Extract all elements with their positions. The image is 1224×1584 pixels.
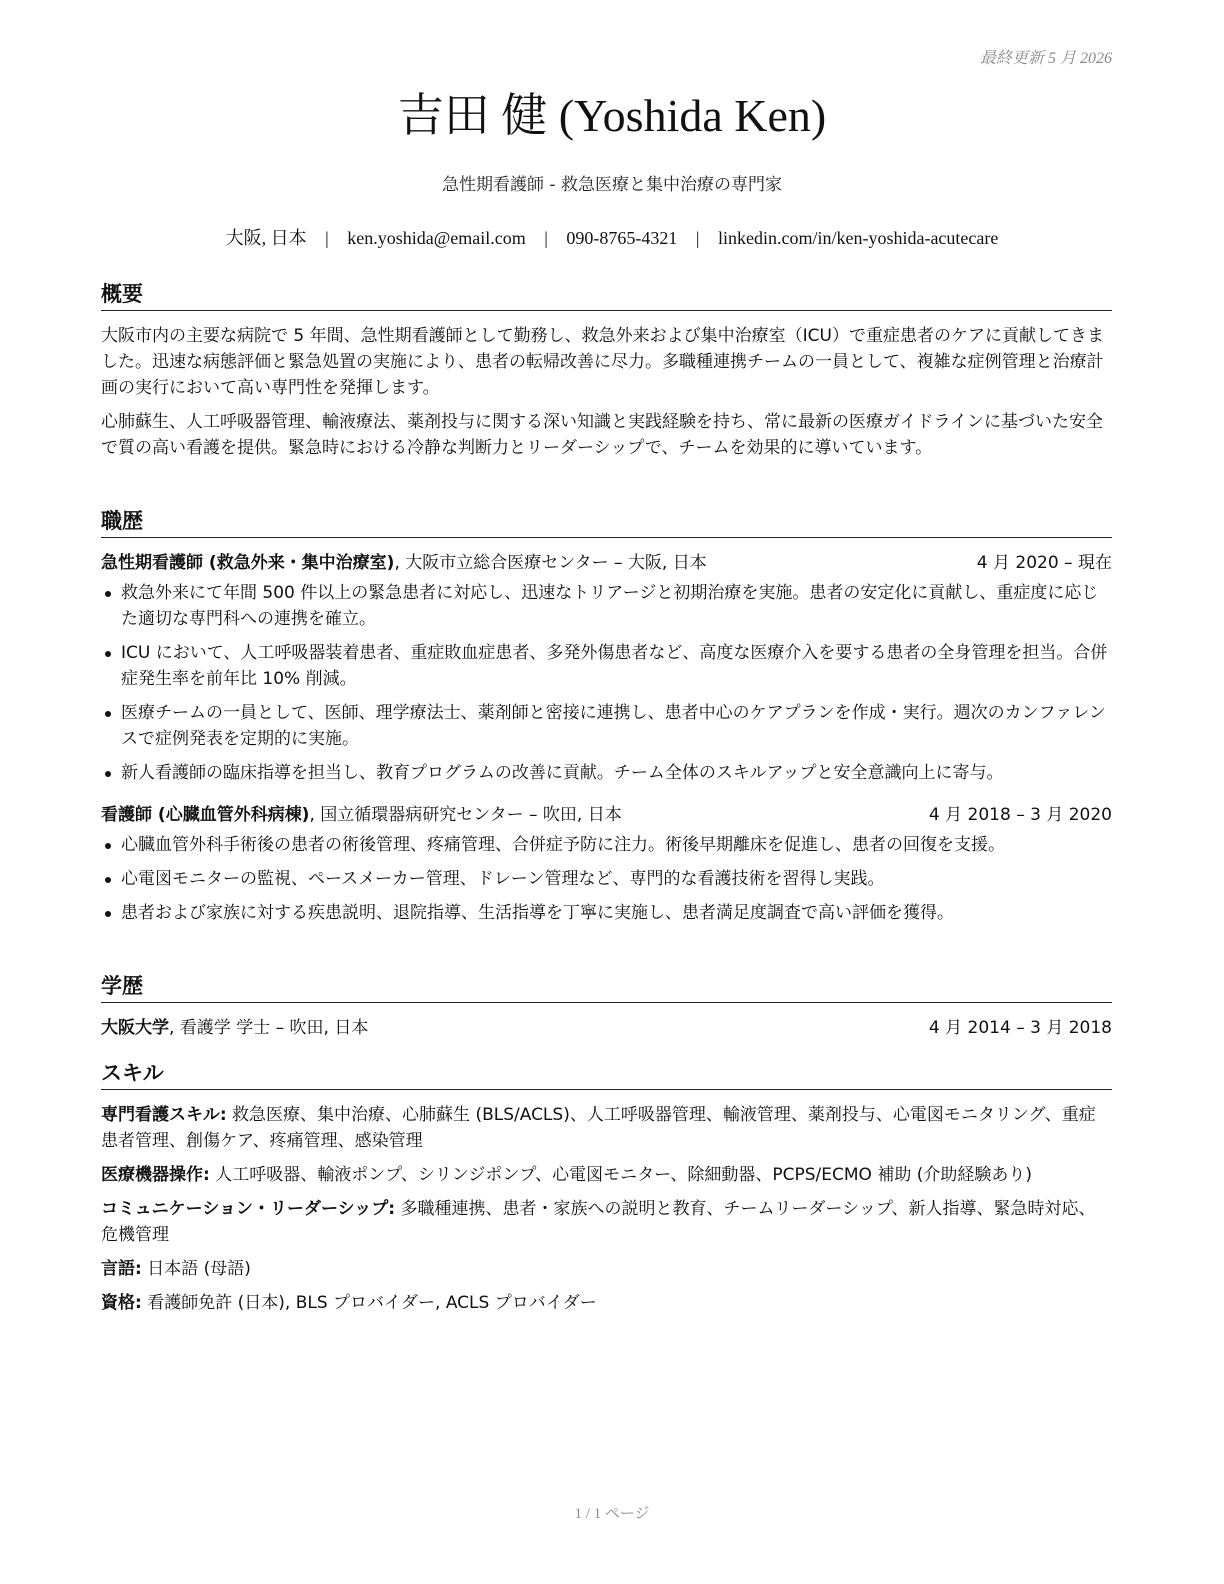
summary-section [101,278,1112,461]
skills-list [101,1102,1112,1316]
job-org: , 国立循環器病研究センター – 吹田, 日本 [309,805,622,825]
education-section [101,970,1112,1041]
job-bullets [101,580,1112,786]
job-entry [101,550,1112,786]
skill-item [101,1256,1112,1282]
section-heading-summary: 概要 [101,278,1112,311]
list-item: 新人看護師の臨床指導を担当し、教育プログラムの改善に貢献。チーム全体のスキルアップと安全意識向上に寄与。 [101,760,1112,786]
job-dates: 4 月 2020 – 現在 [976,553,1112,573]
list-item: 心電図モニターの監視、ペースメーカー管理、ドレーン管理など、専門的な看護技術を習得し実践。 [101,866,1112,892]
skill-item [101,1102,1112,1154]
job-header [101,802,1112,828]
skill-item [101,1290,1112,1316]
job-entry [101,802,1112,926]
degree-detail: , 看護学 学士 – 吹田, 日本 [169,1018,369,1038]
job-title: 急性期看護師 (救急外来・集中治療室) [101,553,395,573]
candidate-name: 吉田 健 (Yoshida Ken) [397,90,827,141]
page-number: 1 / 1 ページ [574,1506,650,1522]
job-dates: 4 月 2018 – 3 月 2020 [928,805,1112,825]
skill-label: 専門看護スキル: [101,1105,227,1125]
list-item: 救急外来にて年間 500 件以上の緊急患者に対応し、迅速なトリアージと初期治療を実施。患者の安定化に貢献し、重症度に応じた適切な専門科への連携を確立。 [101,580,1112,632]
skill-text: 多職種連携、患者・家族への説明と教育、チームリーダーシップ、新人指導、緊急時対応、危機管理 [101,1199,1096,1245]
summary-paragraph: 大阪市内の主要な病院で 5 年間、急性期看護師として勤務し、救急外来および集中治療室（ICU）で重症患者のケアに貢献してきました。迅速な病態評価と緊急処置の実施により、患者の転帰改善に尽力。多職種連携チームの一員として、複雑な症例管理と治療計画の実行において高い専門性を発揮します。 [101,326,1104,398]
last-updated: 最終更新 5 月 2026 [979,50,1112,67]
list-item: 患者および家族に対する疾患説明、退院指導、生活指導を丁寧に実施し、患者満足度調査で高い評価を獲得。 [101,900,1112,926]
job-bullets [101,832,1112,926]
skill-label: 医療機器操作: [101,1165,210,1185]
contact-linkedin[interactable]: linkedin.com/in/ken-yoshida-acutecare [717,228,999,248]
list-item: ICU において、人工呼吸器装着患者、重症敗血症患者、多発外傷患者など、高度な医療介入を要する患者の全身管理を担当。合併症発生率を前年比 10% 削減。 [101,640,1112,692]
skill-text: 救急医療、集中治療、心肺蘇生 (BLS/ACLS)、人工呼吸器管理、輸液管理、薬剤投与、心電図モニタリング、重症患者管理、創傷ケア、疼痛管理、感染管理 [101,1105,1096,1151]
education-entry [101,1015,1112,1041]
skill-item [101,1162,1112,1188]
summary-paragraph: 心肺蘇生、人工呼吸器管理、輸液療法、薬剤投与に関する深い知識と実践経験を持ち、常に最新の医療ガイドラインに基づいた安全で質の高い看護を提供。緊急時における冷静な判断力とリーダーシップで、チームを効果的に導いています。 [101,412,1103,458]
tagline: 急性期看護師 - 救急医療と集中治療の専門家 [442,175,782,195]
section-heading-experience: 職歴 [101,505,1112,538]
skill-text: 人工呼吸器、輸液ポンプ、シリンジポンプ、心電図モニター、除細動器、PCPS/ECMO 補助 (介助経験あり) [209,1165,1033,1185]
contact-phone[interactable]: 090-8765-4321 [566,228,678,248]
list-item: 医療チームの一員として、医師、理学療法士、薬剤師と密接に連携し、患者中心のケアプランを作成・実行。週次のカンファレンスで症例発表を定期的に実施。 [101,700,1112,752]
skill-label: 資格: [101,1293,142,1313]
contact-separator: | [544,228,548,248]
list-item: 心臓血管外科手術後の患者の術後管理、疼痛管理、合併症予防に注力。術後早期離床を促進し、患者の回復を支援。 [101,832,1112,858]
section-heading-skills: スキル [101,1057,1112,1090]
job-header [101,550,1112,576]
skill-text: 看護師免許 (日本), BLS プロバイダー, ACLS プロバイダー [141,1293,597,1313]
contact-location: 大阪, 日本 [225,228,307,248]
skill-text: 日本語 (母語) [141,1259,251,1279]
contact-email[interactable]: ken.yoshida@email.com [347,228,526,248]
contact-separator: | [695,228,700,248]
job-title: 看護師 (心臓血管外科病棟) [101,805,310,825]
experience-section [101,505,1112,934]
school-name: 大阪大学 [101,1018,169,1038]
education-dates: 4 月 2014 – 3 月 2018 [928,1018,1112,1038]
section-heading-education: 学歴 [101,970,1112,1003]
skills-section [101,1057,1112,1324]
skill-item [101,1196,1112,1248]
contact-line [0,224,1224,250]
job-org: , 大阪市立総合医療センター – 大阪, 日本 [394,553,707,573]
skill-label: コミュニケーション・リーダーシップ: [101,1199,396,1219]
contact-separator: | [325,228,329,248]
skill-label: 言語: [101,1259,142,1279]
